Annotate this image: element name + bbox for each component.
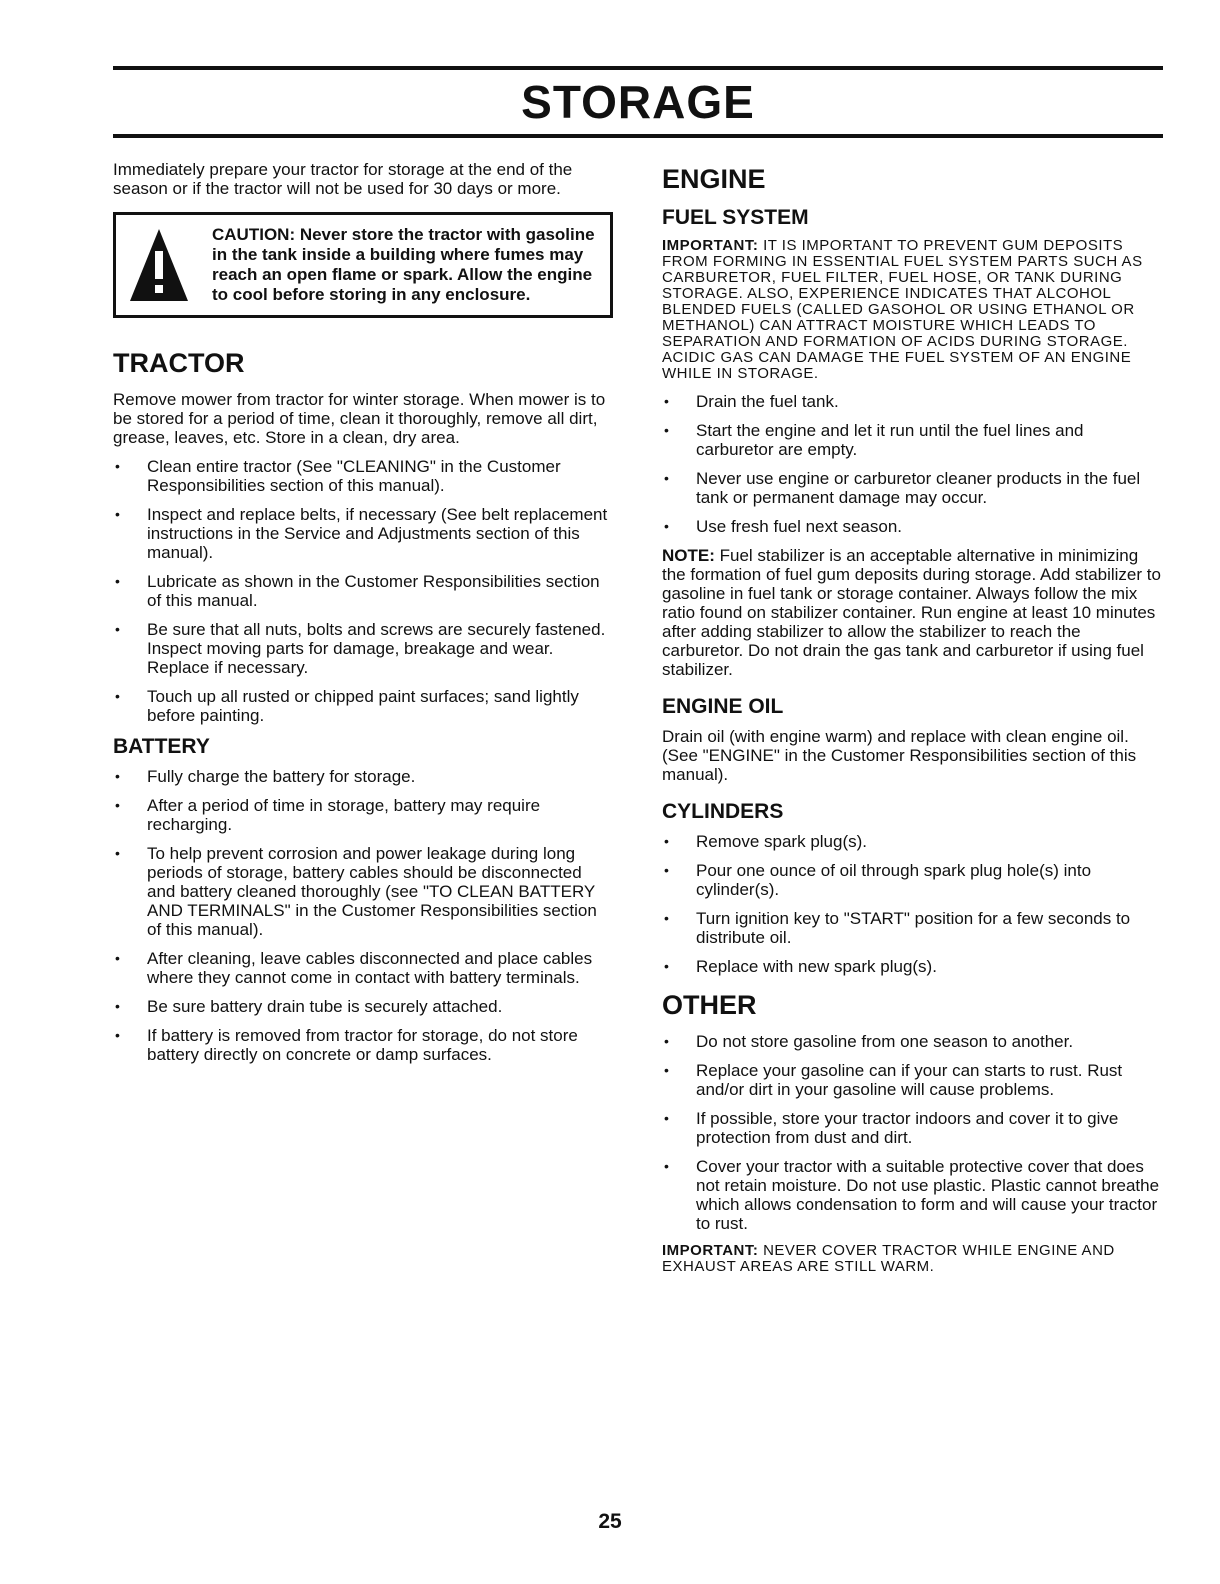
engine-oil-text: Drain oil (with engine warm) and replace with clean engine oil. (See "ENGINE" in the Customer Responsibilities section of this manual). bbox=[662, 727, 1137, 784]
left-column bbox=[113, 160, 613, 1074]
other-important-notice bbox=[662, 1243, 1162, 1275]
list-item: • If battery is removed from tractor for storage, do not store battery directly on concrete or damp surfaces. bbox=[113, 1026, 613, 1064]
warning-triangle-icon bbox=[128, 227, 190, 303]
list-item: • To help prevent corrosion and power leakage during long periods of storage, battery cables should be disconnected and battery cleaned thoroughly (see "TO CLEAN BATTERY AND TERMINALS" in the Customer Responsibilities section of this manual). bbox=[113, 844, 613, 939]
list-item: • Use fresh fuel next season. bbox=[662, 517, 1162, 536]
battery-list bbox=[113, 767, 613, 1064]
header-rule-top bbox=[113, 66, 1163, 70]
header-rule-bottom bbox=[113, 134, 1163, 138]
list-item: • Start the engine and let it run until the fuel lines and carburetor are empty. bbox=[662, 421, 1162, 459]
fuel-system-heading: FUEL SYSTEM bbox=[662, 206, 809, 229]
list-item: • Do not store gasoline from one season to another. bbox=[662, 1032, 1162, 1051]
page-title: STORAGE bbox=[521, 76, 755, 128]
important-text: NEVER COVER TRACTOR WHILE ENGINE AND EXHAUST AREAS ARE STILL WARM. bbox=[662, 1242, 1115, 1275]
list-item: • Be sure that all nuts, bolts and screws are securely fastened. Inspect moving parts for damage, breakage and wear. Replace if necessary. bbox=[113, 620, 613, 677]
list-item: • Fully charge the battery for storage. bbox=[113, 767, 613, 786]
note-label: NOTE: bbox=[662, 546, 715, 565]
page-number: 25 bbox=[598, 1510, 622, 1533]
list-item: • Never use engine or carburetor cleaner products in the fuel tank or permanent damage may occur. bbox=[662, 469, 1162, 507]
tractor-heading: TRACTOR bbox=[113, 348, 245, 378]
right-column bbox=[662, 160, 1162, 1285]
list-item: • Remove spark plug(s). bbox=[662, 832, 1162, 851]
engine-heading: ENGINE bbox=[662, 164, 766, 194]
note-text: Fuel stabilizer is an acceptable alternative in minimizing the formation of fuel gum deposits during storage. Add stabilizer to gasoline in fuel tank or storage container. Always follow the mix ratio found on stabilizer container. Run engine at least 10 minutes after adding stabilizer to allow the stabilizer to reach the carburetor. Do not drain the gas tank and carburetor if using fuel stabilizer. bbox=[662, 546, 1161, 679]
list-item: • Cover your tractor with a suitable protective cover that does not retain moisture. Do not use plastic. Plastic cannot breathe which allows condensation to form and will cause your tractor to rust. bbox=[662, 1157, 1162, 1233]
cylinders-list bbox=[662, 832, 1162, 976]
list-item: • If possible, store your tractor indoors and cover it to give protection from dust and dirt. bbox=[662, 1109, 1162, 1147]
fuel-note bbox=[662, 546, 1162, 679]
list-item: • Touch up all rusted or chipped paint surfaces; sand lightly before painting. bbox=[113, 687, 613, 725]
important-text: IT IS IMPORTANT TO PREVENT GUM DEPOSITS FROM FORMING IN ESSENTIAL FUEL SYSTEM PARTS SUCH AS CARBURETOR, FUEL FILTER, FUEL HOSE, OR TANK DURING STORAGE. ALSO, EXPERIENCE INDICATES THAT ALCOHOL BLENDED FUELS (CALLED GASOHOL OR USING ETHANOL OR METHANOL) CAN ATTRACT MOISTURE WHICH LEADS TO SEPARATION AND FORMATION OF ACIDS DURING STORAGE. ACIDIC GAS CAN DAMAGE THE FUEL SYSTEM OF AN ENGINE WHILE IN STORAGE. bbox=[662, 237, 1143, 382]
other-list bbox=[662, 1032, 1162, 1233]
list-item: • Drain the fuel tank. bbox=[662, 392, 1162, 411]
fuel-important-notice bbox=[662, 238, 1162, 382]
important-label: IMPORTANT: bbox=[662, 237, 759, 254]
fuel-list bbox=[662, 392, 1162, 536]
list-item: • Turn ignition key to "START" position for a few seconds to distribute oil. bbox=[662, 909, 1162, 947]
list-item: • Pour one ounce of oil through spark plug hole(s) into cylinder(s). bbox=[662, 861, 1162, 899]
list-item: • Lubricate as shown in the Customer Responsibilities section of this manual. bbox=[113, 572, 613, 610]
list-item: • Inspect and replace belts, if necessary (See belt replacement instructions in the Service and Adjustments section of this manual). bbox=[113, 505, 613, 562]
tractor-list bbox=[113, 457, 613, 725]
important-label: IMPORTANT: bbox=[662, 1242, 759, 1259]
battery-heading: BATTERY bbox=[113, 735, 210, 758]
caution-box bbox=[113, 212, 613, 318]
tractor-paragraph: Remove mower from tractor for winter storage. When mower is to be stored for a period of time, clean it thoroughly, remove all dirt, grease, leaves, etc. Store in a clean, dry area. bbox=[113, 390, 606, 447]
list-item: • Be sure battery drain tube is securely attached. bbox=[113, 997, 613, 1016]
list-item: • Clean entire tractor (See "CLEANING" in the Customer Responsibilities section of this manual). bbox=[113, 457, 613, 495]
engine-oil-heading: ENGINE OIL bbox=[662, 695, 784, 718]
other-heading: OTHER bbox=[662, 990, 757, 1020]
list-item: • After cleaning, leave cables disconnected and place cables where they cannot come in contact with battery terminals. bbox=[113, 949, 613, 987]
intro-paragraph: Immediately prepare your tractor for storage at the end of the season or if the tractor will not be used for 30 days or more. bbox=[113, 160, 573, 198]
cylinders-heading: CYLINDERS bbox=[662, 800, 784, 823]
list-item: • Replace your gasoline can if your can starts to rust. Rust and/or dirt in your gasoline will cause problems. bbox=[662, 1061, 1162, 1099]
caution-text: CAUTION: Never store the tractor with gasoline in the tank inside a building where fumes may reach an open flame or spark. Allow the engine to cool before storing in any enclosure. bbox=[212, 225, 595, 304]
list-item: • After a period of time in storage, battery may require recharging. bbox=[113, 796, 613, 834]
list-item: • Replace with new spark plug(s). bbox=[662, 957, 1162, 976]
